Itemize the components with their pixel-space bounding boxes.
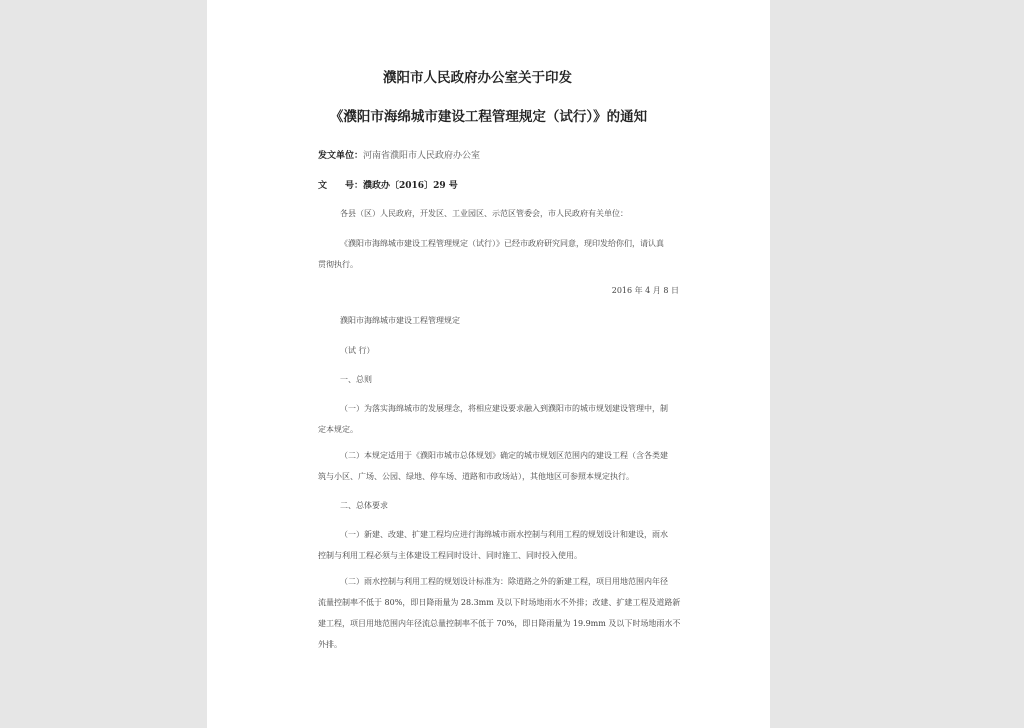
intro-line: 《濮阳市海绵城市建设工程管理规定（试行）》已经市政府研究同意，现印发给你们，请认真 bbox=[340, 239, 664, 248]
paragraph bbox=[318, 398, 688, 440]
paragraph-line: （二）本规定适用于《濮阳市城市总体规划》确定的城市规划区范围内的建设工程（含各类建 bbox=[340, 451, 668, 460]
issuer-label: 发文单位： bbox=[318, 151, 364, 161]
regulation-subtitle: （试 行） bbox=[340, 346, 375, 355]
intro-line: 贯彻执行。 bbox=[318, 260, 358, 269]
paragraph-line: 外排。 bbox=[318, 640, 342, 649]
paragraph bbox=[318, 445, 688, 487]
paragraph-line: 流量控制率不低于 80%，即日降雨量为 28.3mm 及以下时场地雨水不外排；改建、扩建工程及道路新 bbox=[318, 598, 681, 607]
document-page bbox=[207, 0, 770, 728]
issuer-value: 河南省濮阳市人民政府办公室 bbox=[363, 151, 481, 161]
paragraph-line: （一）为落实海绵城市的发展理念，将相应建设要求融入到濮阳市的城市规划建设管理中，制 bbox=[340, 404, 668, 413]
docno-row bbox=[318, 178, 458, 191]
paragraph-line: （一）新建、改建、扩建工程均应进行海绵城市雨水控制与利用工程的规划设计和建设，雨水 bbox=[340, 530, 668, 539]
paragraph-line: 筑与小区、广场、公园、绿地、停车场、道路和市政场站），其他地区可参照本规定执行。 bbox=[318, 472, 634, 481]
regulation-title: 濮阳市海绵城市建设工程管理规定 bbox=[340, 316, 460, 325]
issuer-row bbox=[318, 148, 480, 161]
paragraph-line: 控制与利用工程必须与主体建设工程同时设计、同时施工、同时投入使用。 bbox=[318, 551, 582, 560]
paragraph-line: 建工程，项目用地范围内年径流总量控制率不低于 70%，即日降雨量为 19.9mm 及以下时场地雨水不 bbox=[318, 619, 681, 628]
paragraph bbox=[318, 571, 688, 655]
document-title-line2: 《濮阳市海绵城市建设工程管理规定（试行）》的通知 bbox=[329, 109, 648, 125]
section-heading: 一、总则 bbox=[340, 375, 372, 384]
paragraph-line: （二）雨水控制与利用工程的规划设计标准为：除道路之外的新建工程，项目用地范围内年径 bbox=[340, 577, 668, 586]
document-title-line1: 濮阳市人民政府办公室关于印发 bbox=[383, 70, 572, 86]
paragraph bbox=[318, 524, 688, 566]
docno-value: 濮政办〔2016〕29 号 bbox=[363, 181, 458, 191]
intro-paragraph bbox=[318, 233, 688, 275]
salutation: 各县（区）人民政府，开发区、工业园区、示范区管委会，市人民政府有关单位： bbox=[340, 209, 628, 218]
paragraph-line: 定本规定。 bbox=[318, 425, 358, 434]
document-date: 2016 年 4 月 8 日 bbox=[611, 286, 679, 295]
section-heading: 二、总体要求 bbox=[340, 501, 388, 510]
docno-label: 文 号： bbox=[318, 181, 364, 191]
